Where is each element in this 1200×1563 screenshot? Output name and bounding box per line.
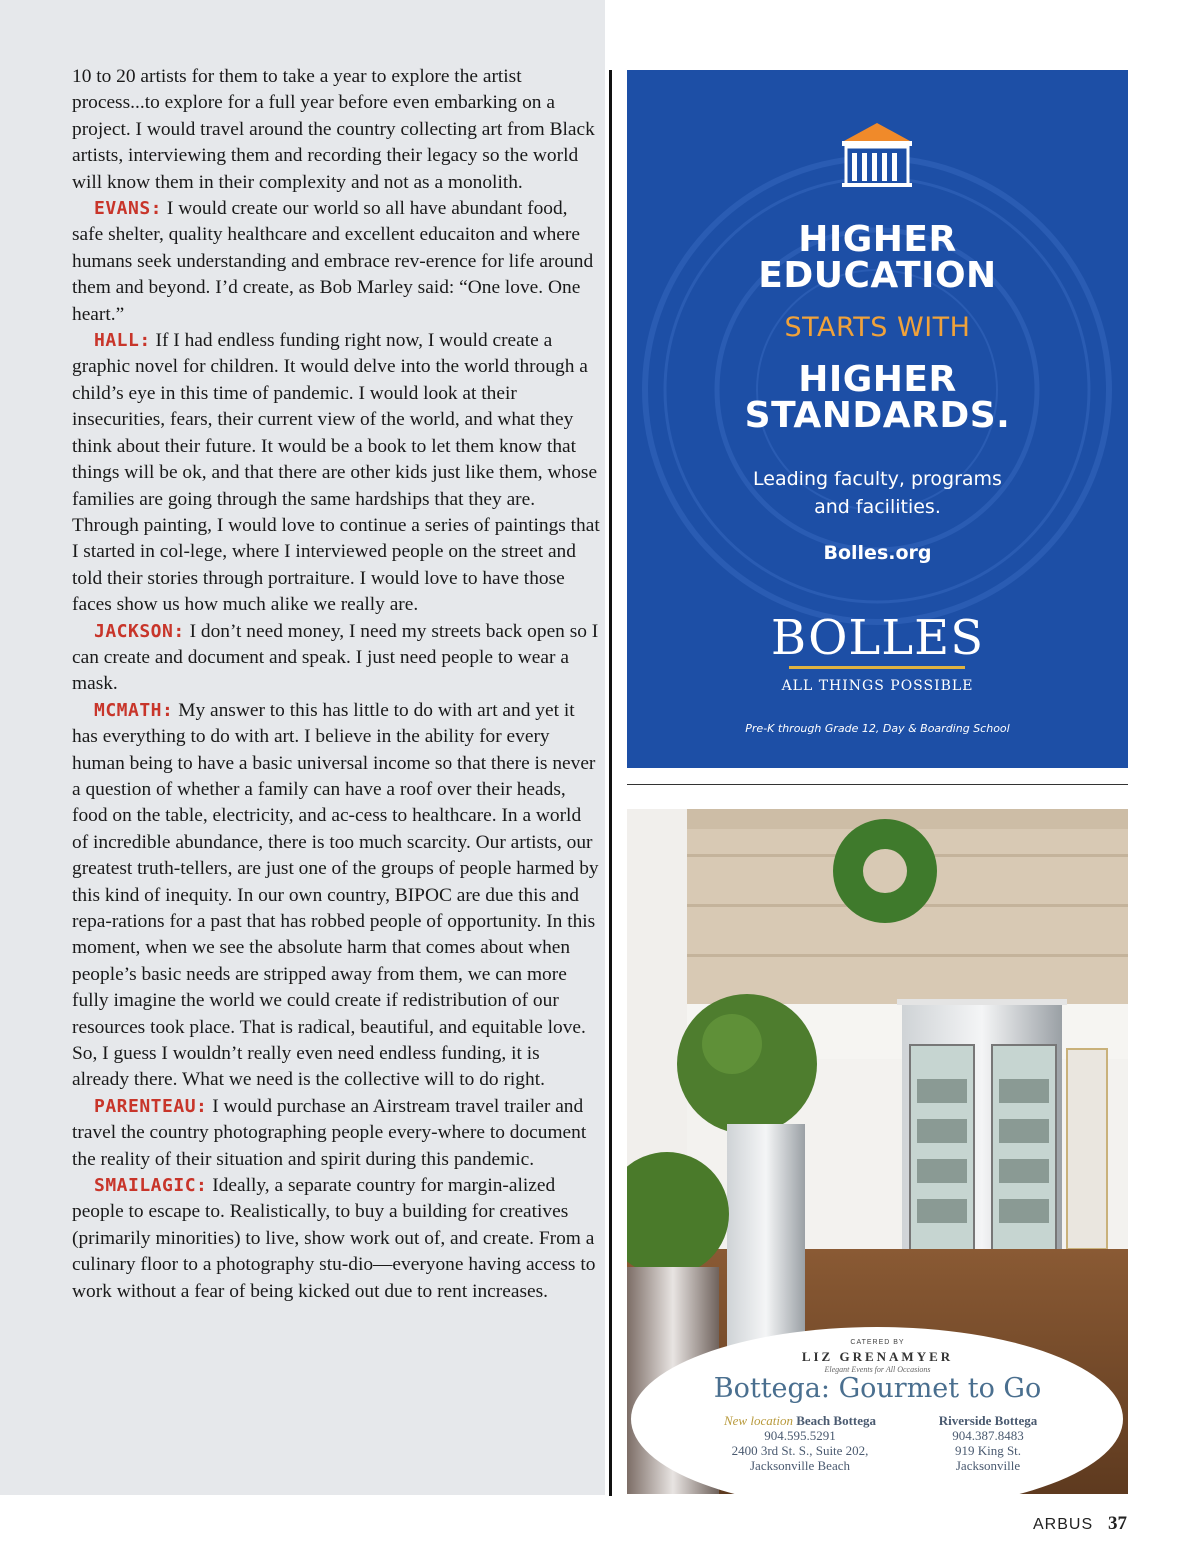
new-location-label: New location — [723, 1413, 793, 1428]
location-name: Riverside Bottega — [938, 1413, 1038, 1428]
bottega-title: Bottega: Gourmet to Go — [713, 1373, 1042, 1404]
headline-line-3: HIGHER — [798, 359, 957, 400]
location-city: Jacksonville Beach — [750, 1458, 850, 1473]
location-phone: 904.595.5291 — [764, 1428, 836, 1443]
ad-footnote: Pre-K through Grade 12, Day & Boarding School — [745, 722, 1010, 735]
speaker-name: MCMATH: — [94, 699, 174, 721]
speaker-name: HALL: — [94, 330, 151, 352]
speaker-name: SMAILAGIC: — [94, 1175, 208, 1197]
location-beach — [695, 1413, 905, 1473]
page-number: 37 — [1108, 1513, 1127, 1534]
answer-text: My answer to this has little to do with art and yet it has everything to do with art. I believe in the ability for every human being to have a basic universal income so that there is never a question of whether a family can have a roof over their heads, food on the table, electricity, and ac-cess to healthcare. In a world of incredible abundance, there is too much scarcity. Our artists, our greatest truth-tellers, are just one of the groups of people harmed by this kind of inequity. In our own country, BIPOC are due this and repa-rations for a past that has robbed people of opportunity. In this moment, when we see the absolute harm that comes about when people’s basic needs are stripped away from them, we can more fully imagine the world we could create if redistribution of our resources took place. That is radical, beautiful, and equitable love. So, I guess I wouldn’t really even need endless funding, it is already there. What we need is the collective will to do right. — [72, 699, 599, 1091]
answer-text: I would purchase an Airstream travel trailer and travel the country photographing people every-where to document the reality of their situation and spirit during this pandemic. — [72, 1095, 587, 1170]
speaker-name: PARENTEAU: — [94, 1095, 208, 1117]
website-link[interactable]: Bolles.org — [823, 542, 932, 564]
bolles-advertisement[interactable] — [627, 70, 1128, 768]
tagline-line-1: Leading faculty, programs — [753, 468, 1002, 490]
tagline-line-2: and facilities. — [814, 496, 941, 518]
location-riverside — [883, 1413, 1093, 1473]
speaker-name: JACKSON: — [94, 620, 185, 642]
answer-text: If I had endless funding right now, I would create a graphic novel for children. It would delve into the world through a child’s eye in this time of pandemic. I would look at their insecurities, fears, their current view of the world, and what they think about their future. It would be a book to let them know that things will be ok, and that there are other kids just like them, whose families are going through the same hardships that they are. Through painting, I would love to continue a series of paintings that I started in col-lege, where I interviewed people on the street and told their stories through portraiture. I would love to have those faces show us how much alike we really are. — [72, 330, 600, 616]
ad-tagline — [627, 465, 1128, 521]
location-phone: 904.387.8483 — [952, 1428, 1024, 1443]
article-intro: 10 to 20 artists for them to take a year to explore the artist process...to explore for a full year before even embarking on a project. I would travel around the country collecting art from Black artists, interviewing them and recording their legacy so the world will know them in their complexity and not as a monolith. — [72, 66, 595, 193]
answer-paragraph — [72, 1173, 600, 1305]
publication-name: ARBUS — [1033, 1516, 1094, 1533]
location-name — [695, 1413, 905, 1428]
bottega-advertisement[interactable] — [627, 809, 1128, 1494]
logo-underline — [789, 666, 965, 669]
speaker-name: EVANS: — [94, 198, 163, 220]
headline-connector: STARTS WITH — [784, 312, 971, 343]
column-divider — [609, 70, 612, 1496]
location-name-text: Beach Bottega — [796, 1413, 876, 1428]
answer-text: I don’t need money, I need my streets back open so I can create and document and speak. I just need people to wear a mask. — [72, 620, 599, 695]
location-city: Jacksonville — [955, 1458, 1021, 1473]
headline-line-4: STANDARDS. — [744, 395, 1011, 436]
location-address: 919 King St. — [954, 1443, 1022, 1458]
answer-paragraph — [72, 1094, 600, 1173]
caterer-brand: LIZ GRENAMYER — [801, 1349, 954, 1364]
article-body — [72, 64, 600, 1305]
answer-paragraph — [72, 328, 600, 618]
answer-paragraph — [72, 619, 600, 698]
caterer-tagline: Elegant Events for All Occasions — [824, 1365, 931, 1374]
answer-paragraph — [72, 196, 600, 328]
logo-slogan: ALL THINGS POSSIBLE — [781, 678, 974, 694]
schoolhouse-icon — [838, 119, 916, 189]
ad-separator — [627, 784, 1128, 785]
headline-line-1: HIGHER — [798, 219, 957, 260]
answer-text: Ideally, a separate country for margin-alized people to escape to. Realistically, to buy a building for creatives (primarily minorities) to live, show work out of, and create. From a culinary floor to a photography stu-dio—everyone having access to work without a fear of being kicked out due to rent increases. — [72, 1175, 596, 1302]
answer-text: I would create our world so all have abundant food, safe shelter, quality healthcare and excellent educaiton and where humans seek understanding and embrace rev-erence for life around them and beyond. I’d create, as Bob Marley said: “One love. One heart.” — [72, 198, 594, 325]
location-address: 2400 3rd St. S., Suite 202, — [731, 1443, 869, 1458]
headline-line-2: EDUCATION — [758, 255, 997, 296]
answer-paragraph — [72, 698, 600, 1094]
bolles-logo: BOLLES — [770, 610, 985, 666]
catered-by-label: CATERED BY — [850, 1339, 905, 1346]
